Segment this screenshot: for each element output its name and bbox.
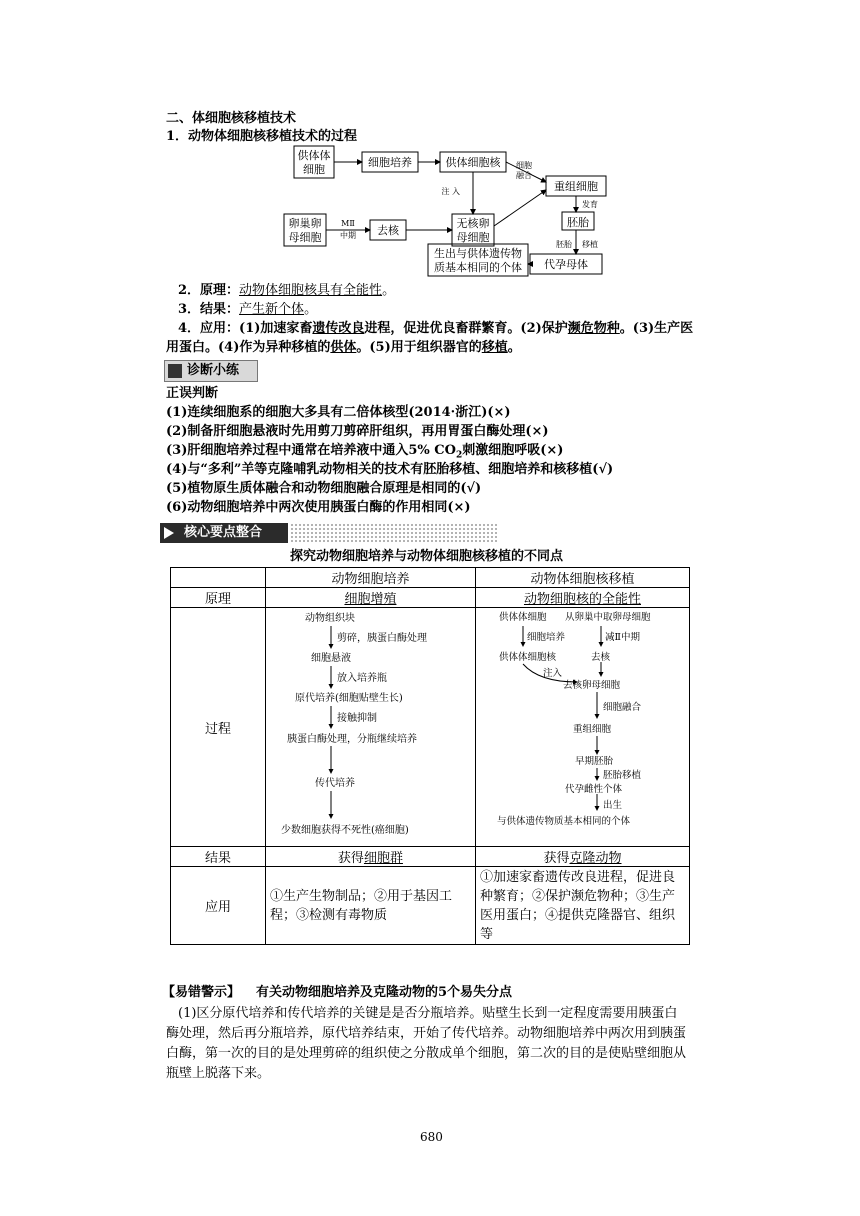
- principle-culture: 细胞增殖: [265, 588, 475, 608]
- transfer-process-diagram: [479, 608, 685, 842]
- header-culture: 动物细胞培养: [265, 568, 475, 588]
- transfer-egg: 从卵巢中取卵母细胞: [565, 612, 651, 623]
- principle-transfer: 动物细胞核的全能性: [475, 588, 689, 608]
- warning-line-4: 瓶壁上脱落下来。: [166, 1066, 271, 1081]
- practice-item-1: (1)连续细胞系的细胞大多具有二倍体核型(2014·浙江)(×): [166, 405, 511, 420]
- practice-arrow-icon: [168, 364, 182, 378]
- result-label: 3．结果：: [178, 302, 240, 317]
- row-application: [171, 867, 690, 945]
- flow-m2-line2: 中期: [340, 231, 356, 240]
- subsection-title: 1．动物体细胞核移植技术的过程: [166, 129, 358, 144]
- practice-item-3-sub: 2: [455, 450, 463, 461]
- flow-surrogate: 代孕母体: [544, 258, 588, 271]
- application-text-5: 。(5)用于组织器官的: [356, 340, 482, 355]
- flow-egg-line1: 卵巢卵: [288, 217, 322, 230]
- transfer-inject: 注入: [543, 668, 563, 679]
- practice-item-3-text-a: (3)肝细胞培养过程中通常在培养液中通入5% CO: [166, 443, 456, 458]
- row-application-label: 应用: [171, 867, 266, 945]
- flow-develop: 发育: [582, 200, 598, 209]
- flow-donor-line1: 供体体: [297, 149, 331, 162]
- result-transfer-value: 克隆动物: [569, 851, 622, 866]
- core-banner-label: 核心要点整合: [184, 525, 263, 540]
- warning-heading: [162, 984, 512, 1002]
- application-text-4: 用蛋白。(4)作为异种移植的: [166, 340, 331, 355]
- flow-enucleate: 去核: [377, 224, 399, 237]
- flow-culture: 细胞培养: [368, 156, 412, 169]
- culture-step-1: 动物组织块: [305, 613, 356, 624]
- flow-fusion-line2: 融合: [516, 171, 532, 180]
- process-transfer-cell: [475, 608, 689, 847]
- warning-line-1: (1)区分原代培养和传代培养的关键是是否分瓶培养。贴壁生长到一定程度需要用胰蛋白: [178, 1006, 678, 1021]
- flow-transfer-line2: 移植: [582, 240, 598, 249]
- practice-item-5: (5)植物原生质体融合和动物细胞融合原理是相同的(√): [166, 481, 482, 496]
- application-culture: ①生产生物制品；②用于基因工程；③检测有毒物质: [265, 867, 475, 945]
- application-line1: [178, 320, 718, 338]
- practice-item-2: (2)制备肝细胞悬液时先用剪刀剪碎肝组织，再用胃蛋白酶处理(×): [166, 424, 549, 439]
- result-end: 。: [304, 302, 318, 317]
- row-principle-label: 原理: [171, 588, 266, 608]
- result-transfer: [475, 847, 689, 867]
- application-blank-4: 移植: [481, 340, 508, 355]
- warning-body: [166, 1004, 726, 1084]
- flow-enucleated-egg-line1: 无核卵: [456, 217, 490, 230]
- result-culture-prefix: 获得: [337, 851, 364, 866]
- practice-item-6: (6)动物细胞培养中两次使用胰蛋白酶的作用相同(×): [166, 500, 471, 515]
- application-blank-1: 遗传改良: [312, 321, 365, 336]
- flow-m2-line1: MⅡ: [341, 219, 355, 228]
- warning-line-3: 白酶，第一次的目的是处理剪碎的组织使之分散成单个细胞，第二次的目的是使贴壁细胞从: [166, 1046, 687, 1061]
- flow-egg-line2: 母细胞: [288, 231, 322, 244]
- result-culture-value: 细胞群: [363, 851, 403, 866]
- application-line2: [166, 339, 521, 357]
- flow-fusion-line1: 细胞: [516, 161, 532, 170]
- row-principle: [171, 588, 690, 608]
- result-culture: [265, 847, 475, 867]
- transfer-born: 出生: [603, 800, 623, 811]
- header-transfer: 动物体细胞核移植: [475, 568, 689, 588]
- warning-line-2: 酶处理，然后再分瓶培养，原代培养结束，开始了传代培养。动物细胞培养中两次用到胰蛋: [166, 1026, 687, 1041]
- row-result: [171, 847, 690, 867]
- transfer-early: 早期胚胎: [575, 756, 614, 767]
- culture-step-4: 胰蛋白酶处理，分瓶继续培养: [287, 734, 418, 745]
- comparison-table: [170, 567, 690, 945]
- transfer-culture: 细胞培养: [527, 632, 566, 643]
- culture-step-6: 少数细胞获得不死性(癌细胞): [281, 825, 410, 836]
- flow-enucleated-egg-line2: 母细胞: [456, 231, 490, 244]
- culture-step-5: 传代培养: [315, 778, 356, 789]
- section-title: 二、体细胞核移植技术: [166, 111, 297, 126]
- warning-title: 【易错警示】: [162, 985, 241, 1000]
- application-text-6: 。: [507, 340, 521, 355]
- nuclear-transfer-flow-diagram: [270, 142, 620, 278]
- process-culture-cell: [265, 608, 475, 847]
- table-title: 探究动物细胞培养与动物体细胞核移植的不同点: [290, 549, 564, 564]
- transfer-embryo-transfer: 胚胎移植: [603, 770, 642, 781]
- row-result-label: 结果: [171, 847, 266, 867]
- practice-banner: [164, 360, 258, 382]
- application-blank-3: 供体: [330, 340, 357, 355]
- application-text-2: 进程，促进优良畜群繁育。(2)保护: [364, 321, 568, 336]
- page-number: 680: [420, 1130, 443, 1144]
- transfer-m2: 减Ⅱ中期: [605, 632, 641, 643]
- practice-banner-label: 诊断小练: [187, 363, 240, 378]
- culture-action-3: 接触抑制: [337, 713, 378, 724]
- table-header-row: [171, 568, 690, 588]
- flow-recon: 重组细胞: [554, 180, 598, 193]
- transfer-donor: 供体体细胞: [499, 612, 547, 623]
- transfer-surrogate: 代孕雌性个体: [565, 784, 623, 795]
- culture-process-diagram: [269, 608, 471, 842]
- transfer-recon: 重组细胞: [573, 724, 612, 735]
- application-text-1: 4．应用：(1)加速家畜: [178, 321, 313, 336]
- result-value: 产生新个体: [239, 302, 305, 317]
- flow-donor-nucleus: 供体细胞核: [445, 156, 501, 169]
- principle-end: 。: [382, 283, 396, 298]
- transfer-enuc-egg: 去核卵母细胞: [563, 680, 621, 691]
- transfer-nucleus: 供体体细胞核: [499, 652, 557, 663]
- transfer-offspring: 与供体遗传物质基本相同的个体: [497, 816, 631, 827]
- warning-subtitle: 有关动物细胞培养及克隆动物的5个易失分点: [256, 985, 513, 1000]
- flow-transfer-line1: 胚胎: [556, 240, 572, 249]
- core-banner-dots: [290, 523, 498, 543]
- culture-step-2: 细胞悬液: [311, 653, 352, 664]
- principle-line: [178, 282, 395, 300]
- practice-item-3-text-b: 刺激细胞呼吸(×): [462, 443, 564, 458]
- flow-embryo: 胚胎: [567, 216, 589, 229]
- result-transfer-prefix: 获得: [543, 851, 570, 866]
- culture-action-1: 剪碎，胰蛋白酶处理: [337, 633, 428, 644]
- header-empty: [171, 568, 266, 588]
- core-arrow-icon: [164, 527, 174, 539]
- flow-offspring-line1: 生出与供体遗传物: [434, 247, 522, 260]
- principle-label: 2．原理：: [178, 283, 240, 298]
- application-blank-2: 濒危物种: [567, 321, 620, 336]
- row-process: [171, 608, 690, 847]
- transfer-enucleate: 去核: [591, 652, 611, 663]
- transfer-fusion: 细胞融合: [603, 702, 642, 713]
- application-text-3: 。(3)生产医: [619, 321, 694, 336]
- result-line: [178, 301, 317, 319]
- row-process-label: 过程: [171, 608, 266, 847]
- principle-value: 动物体细胞核具有全能性: [239, 283, 383, 298]
- application-transfer: ①加速家畜遗传改良进程，促进良种繁育；②保护濒危物种；③生产医用蛋白；④提供克隆器官、组织等: [475, 867, 689, 945]
- flow-donor-line2: 细胞: [303, 163, 325, 176]
- practice-item-4: (4)与“多利”羊等克隆哺乳动物相关的技术有胚胎移植、细胞培养和核移植(√): [166, 462, 614, 477]
- flow-offspring-line2: 质基本相同的个体: [434, 261, 522, 274]
- flow-inject: 注 入: [441, 187, 460, 196]
- core-banner: [160, 523, 288, 543]
- practice-heading: 正误判断: [166, 386, 219, 401]
- culture-action-2: 放入培养瓶: [337, 673, 388, 684]
- culture-step-3: 原代培养(细胞贴壁生长): [295, 693, 404, 704]
